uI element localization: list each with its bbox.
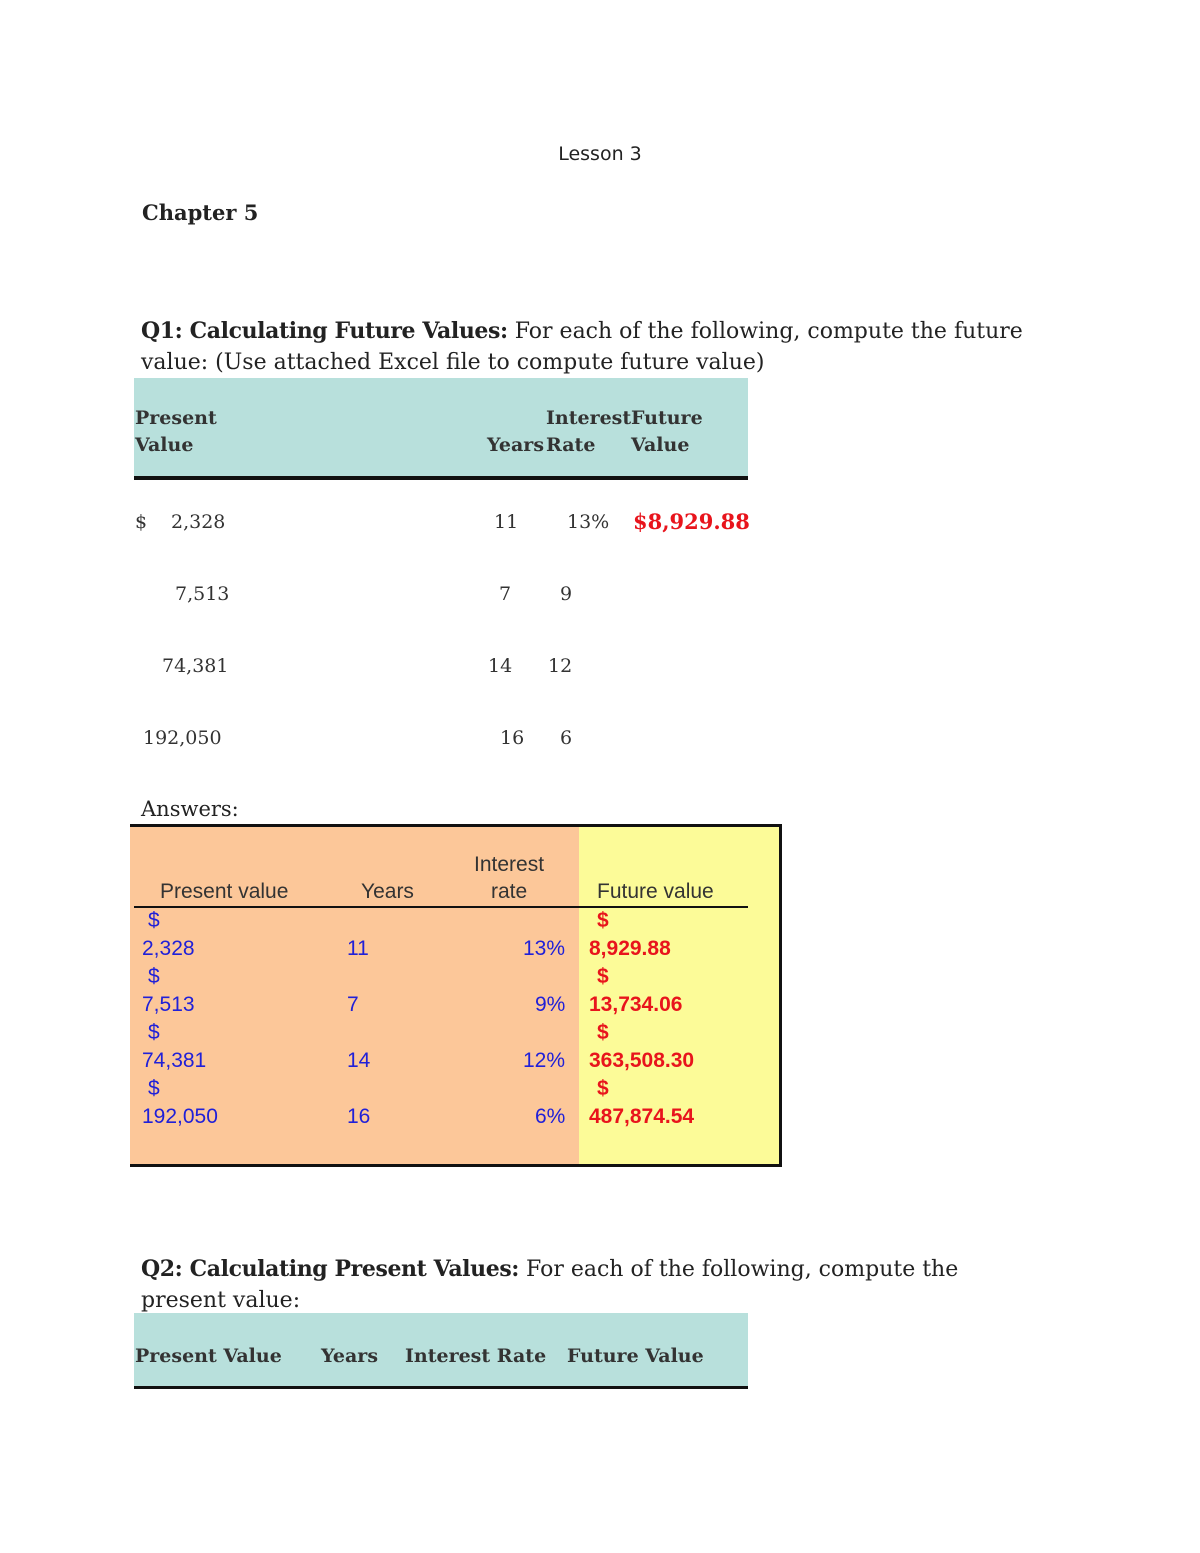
answers-row4-dollar: $ xyxy=(148,1077,160,1100)
answers-header-present: Present value xyxy=(160,880,289,903)
answers-row2-rate: 9% xyxy=(535,993,566,1016)
answers-row3-fv: 363,508.30 xyxy=(589,1049,695,1072)
q1-row3-years: 14 xyxy=(488,655,513,677)
q1-text-line1: For each of the following, compute the future xyxy=(514,319,1023,344)
chapter-title: Chapter 5 xyxy=(142,200,259,225)
answers-row2-years: 7 xyxy=(347,993,359,1016)
q1-question xyxy=(141,316,1101,378)
answers-row1-fv: 8,929.88 xyxy=(589,937,671,960)
q1-row4-rate: 6 xyxy=(560,727,573,749)
q1-header-present-2: Value xyxy=(135,434,194,456)
q1-row3-pv: 74,381 xyxy=(162,655,229,677)
answers-header-years: Years xyxy=(361,880,414,903)
answers-border-bottom xyxy=(130,1164,782,1167)
answers-row4-rate: 6% xyxy=(535,1105,566,1128)
answers-row2-fv: 13,734.06 xyxy=(589,993,683,1016)
answers-row4-pv: 192,050 xyxy=(142,1105,218,1128)
answers-header-divider xyxy=(134,906,748,908)
answers-row2-pv: 7,513 xyxy=(142,993,195,1016)
answers-row3-fv-dollar: $ xyxy=(597,1021,609,1044)
q1-header-present xyxy=(135,405,217,459)
q1-header-future xyxy=(631,405,703,459)
answers-row3-dollar: $ xyxy=(148,1021,160,1044)
q2-text-line2: present value: xyxy=(141,1288,301,1313)
q1-row2-rate: 9 xyxy=(560,583,573,605)
answers-row1-pv: 2,328 xyxy=(142,937,195,960)
answers-header-rate: rate xyxy=(491,880,528,903)
q1-label: Q1: Calculating Future Values: xyxy=(141,318,508,344)
q1-row3-rate: 12 xyxy=(548,655,573,677)
q1-header-rate: Rate xyxy=(546,434,596,456)
answers-border-top xyxy=(130,824,782,827)
q1-row2-years: 7 xyxy=(499,583,512,605)
q2-header-future: Future Value xyxy=(567,1345,704,1367)
q2-header-years: Years xyxy=(321,1345,379,1367)
q1-row1-dollar: $ xyxy=(135,511,148,533)
q1-row1-years: 11 xyxy=(494,511,519,533)
q1-header-future-2: Value xyxy=(631,434,690,456)
q1-row4-pv: 192,050 xyxy=(143,727,222,749)
q1-row4-years: 16 xyxy=(500,727,525,749)
answers-label: Answers: xyxy=(141,797,239,821)
answers-row3-years: 14 xyxy=(347,1049,371,1072)
answers-row1-fv-dollar: $ xyxy=(597,909,609,932)
answers-row2-fv-dollar: $ xyxy=(597,965,609,988)
q1-text-line2: value: (Use attached Excel file to compute future value) xyxy=(141,350,765,375)
q2-label: Q2: Calculating Present Values: xyxy=(141,1256,520,1282)
q2-header-present: Present Value xyxy=(135,1345,282,1367)
answers-row3-rate: 12% xyxy=(523,1049,566,1072)
answers-row4-fv: 487,874.54 xyxy=(589,1105,695,1128)
answers-row3-pv: 74,381 xyxy=(142,1049,207,1072)
answers-row1-years: 11 xyxy=(347,937,369,960)
q1-row1-pv: 2,328 xyxy=(171,511,226,533)
q1-header-years: Years xyxy=(487,434,545,456)
q1-header-future-1: Future xyxy=(631,407,703,429)
q1-header-present-1: Present xyxy=(135,407,217,429)
answers-row1-rate: 13% xyxy=(523,937,566,960)
q1-row2-pv: 7,513 xyxy=(175,583,230,605)
answers-row4-fv-dollar: $ xyxy=(597,1077,609,1100)
answers-row4-years: 16 xyxy=(347,1105,371,1128)
answers-border-right xyxy=(779,824,782,1167)
answers-row2-dollar: $ xyxy=(148,965,160,988)
q1-row1-rate: 13% xyxy=(567,511,610,533)
q2-header-interest: Interest Rate xyxy=(405,1345,547,1367)
q1-row1-fv: $8,929.88 xyxy=(633,509,750,534)
q1-header-interest xyxy=(546,405,631,459)
answers-header-interest: Interest xyxy=(474,853,545,876)
answers-row1-dollar: $ xyxy=(148,909,160,932)
q2-question xyxy=(141,1254,1101,1316)
answers-header-future: Future value xyxy=(597,880,714,903)
q2-text-line1: For each of the following, compute the xyxy=(526,1257,959,1282)
page-header: Lesson 3 xyxy=(558,143,642,165)
q1-header-interest-1: Interest xyxy=(546,407,632,429)
